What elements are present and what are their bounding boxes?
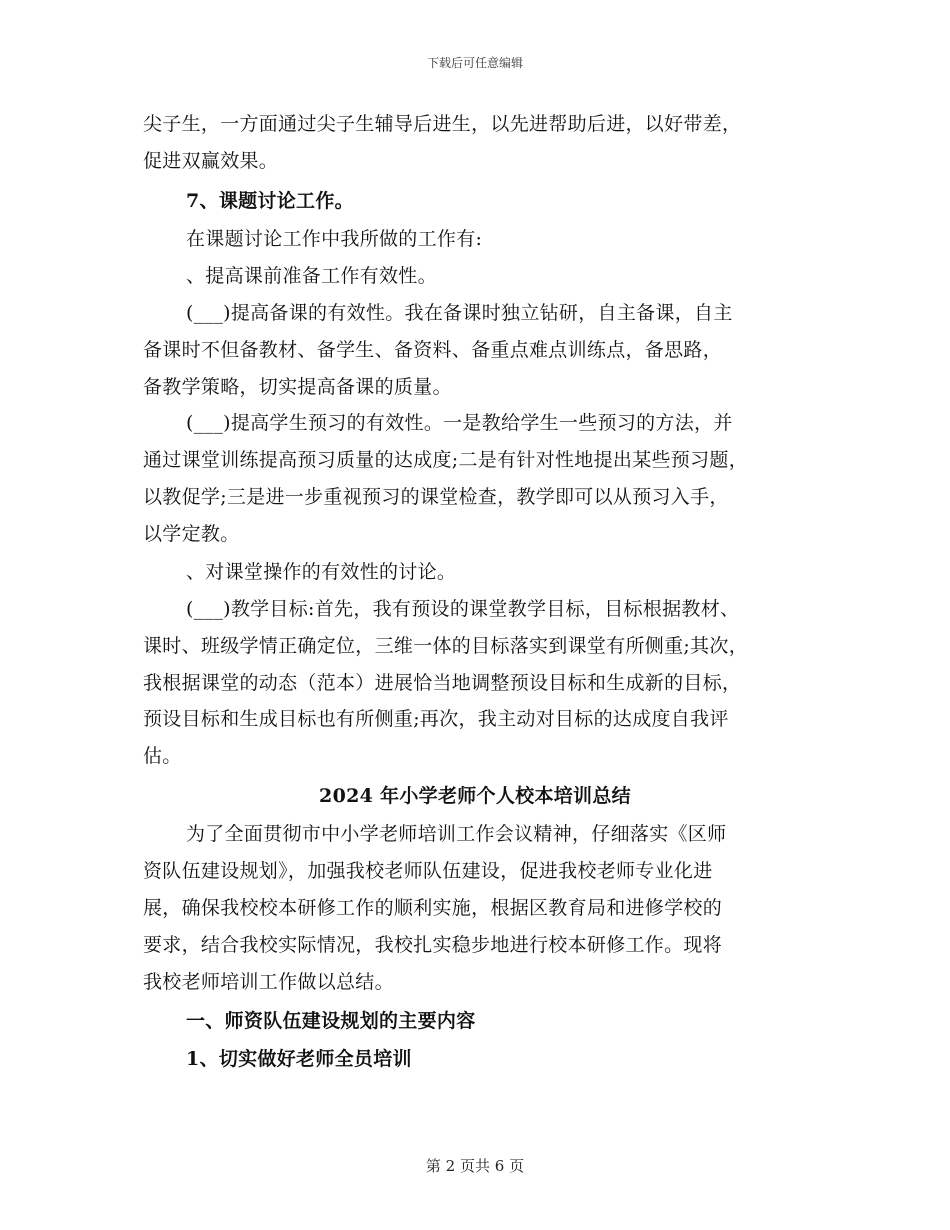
body-line: 、对课堂操作的有效性的讨论。 — [186, 561, 457, 583]
body-line: 课时、班级学情正确定位，三维一体的目标落实到课堂有所侧重;其次， — [143, 635, 749, 657]
section-heading: 1、切实做好老师全员培训 — [186, 1048, 412, 1070]
body-line: (___)提高备课的有效性。我在备课时独立钻研，自主备课，自主 — [186, 302, 733, 324]
page-footer: 第 2 页共 6 页 — [425, 1157, 525, 1175]
body-line: 展，确保我校校本研修工作的顺利实施，根据区教育局和进修学校的 — [143, 897, 723, 919]
section-heading: 7、课题讨论工作。 — [186, 190, 354, 212]
body-line: 要求，结合我校实际情况，我校扎实稳步地进行校本研修工作。现将 — [143, 934, 723, 956]
document-title: 2024 年小学老师个人校本培训总结 — [319, 785, 631, 807]
body-line: 通过课堂训练提高预习质量的达成度;二是有针对性地提出某些预习题， — [143, 449, 749, 471]
page-header: 下载后可任意编辑 — [426, 56, 523, 70]
body-line: 以学定教。 — [143, 523, 240, 545]
body-line: 我校老师培训工作做以总结。 — [143, 971, 394, 993]
body-line: 为了全面贯彻市中小学老师培训工作会议精神，仔细落实《区师 — [186, 823, 727, 845]
body-line: 尖子生，一方面通过尖子生辅导后进生，以先进帮助后进，以好带差， — [143, 113, 742, 135]
body-line: 估。 — [143, 745, 182, 767]
body-line: 以教促学;三是进一步重视预习的课堂检查，教学即可以从预习入手， — [143, 486, 729, 508]
section-heading: 一、师资队伍建设规划的主要内容 — [186, 1010, 476, 1032]
body-line: 在课题讨论工作中我所做的工作有: — [186, 228, 483, 250]
body-line: 、提高课前准备工作有效性。 — [186, 265, 437, 287]
body-line: 备课时不但备教材、备学生、备资料、备重点难点训练点，备思路， — [143, 339, 723, 361]
body-line: (___)教学目标:首先，我有预设的课堂教学目标，目标根据教材、 — [186, 598, 740, 620]
body-line: 促进双赢效果。 — [143, 150, 279, 172]
body-line: 我根据课堂的动态（范本）进展恰当地调整预设目标和生成新的目标， — [143, 672, 742, 694]
body-line: (___)提高学生预习的有效性。一是教给学生一些预习的方法，并 — [186, 412, 733, 434]
body-line: 预设目标和生成目标也有所侧重;再次，我主动对目标的达成度自我评 — [143, 708, 729, 730]
body-line: 备教学策略，切实提高备课的质量。 — [143, 376, 452, 398]
body-line: 资队伍建设规划》，加强我校老师队伍建设，促进我校老师专业化进 — [143, 860, 713, 882]
